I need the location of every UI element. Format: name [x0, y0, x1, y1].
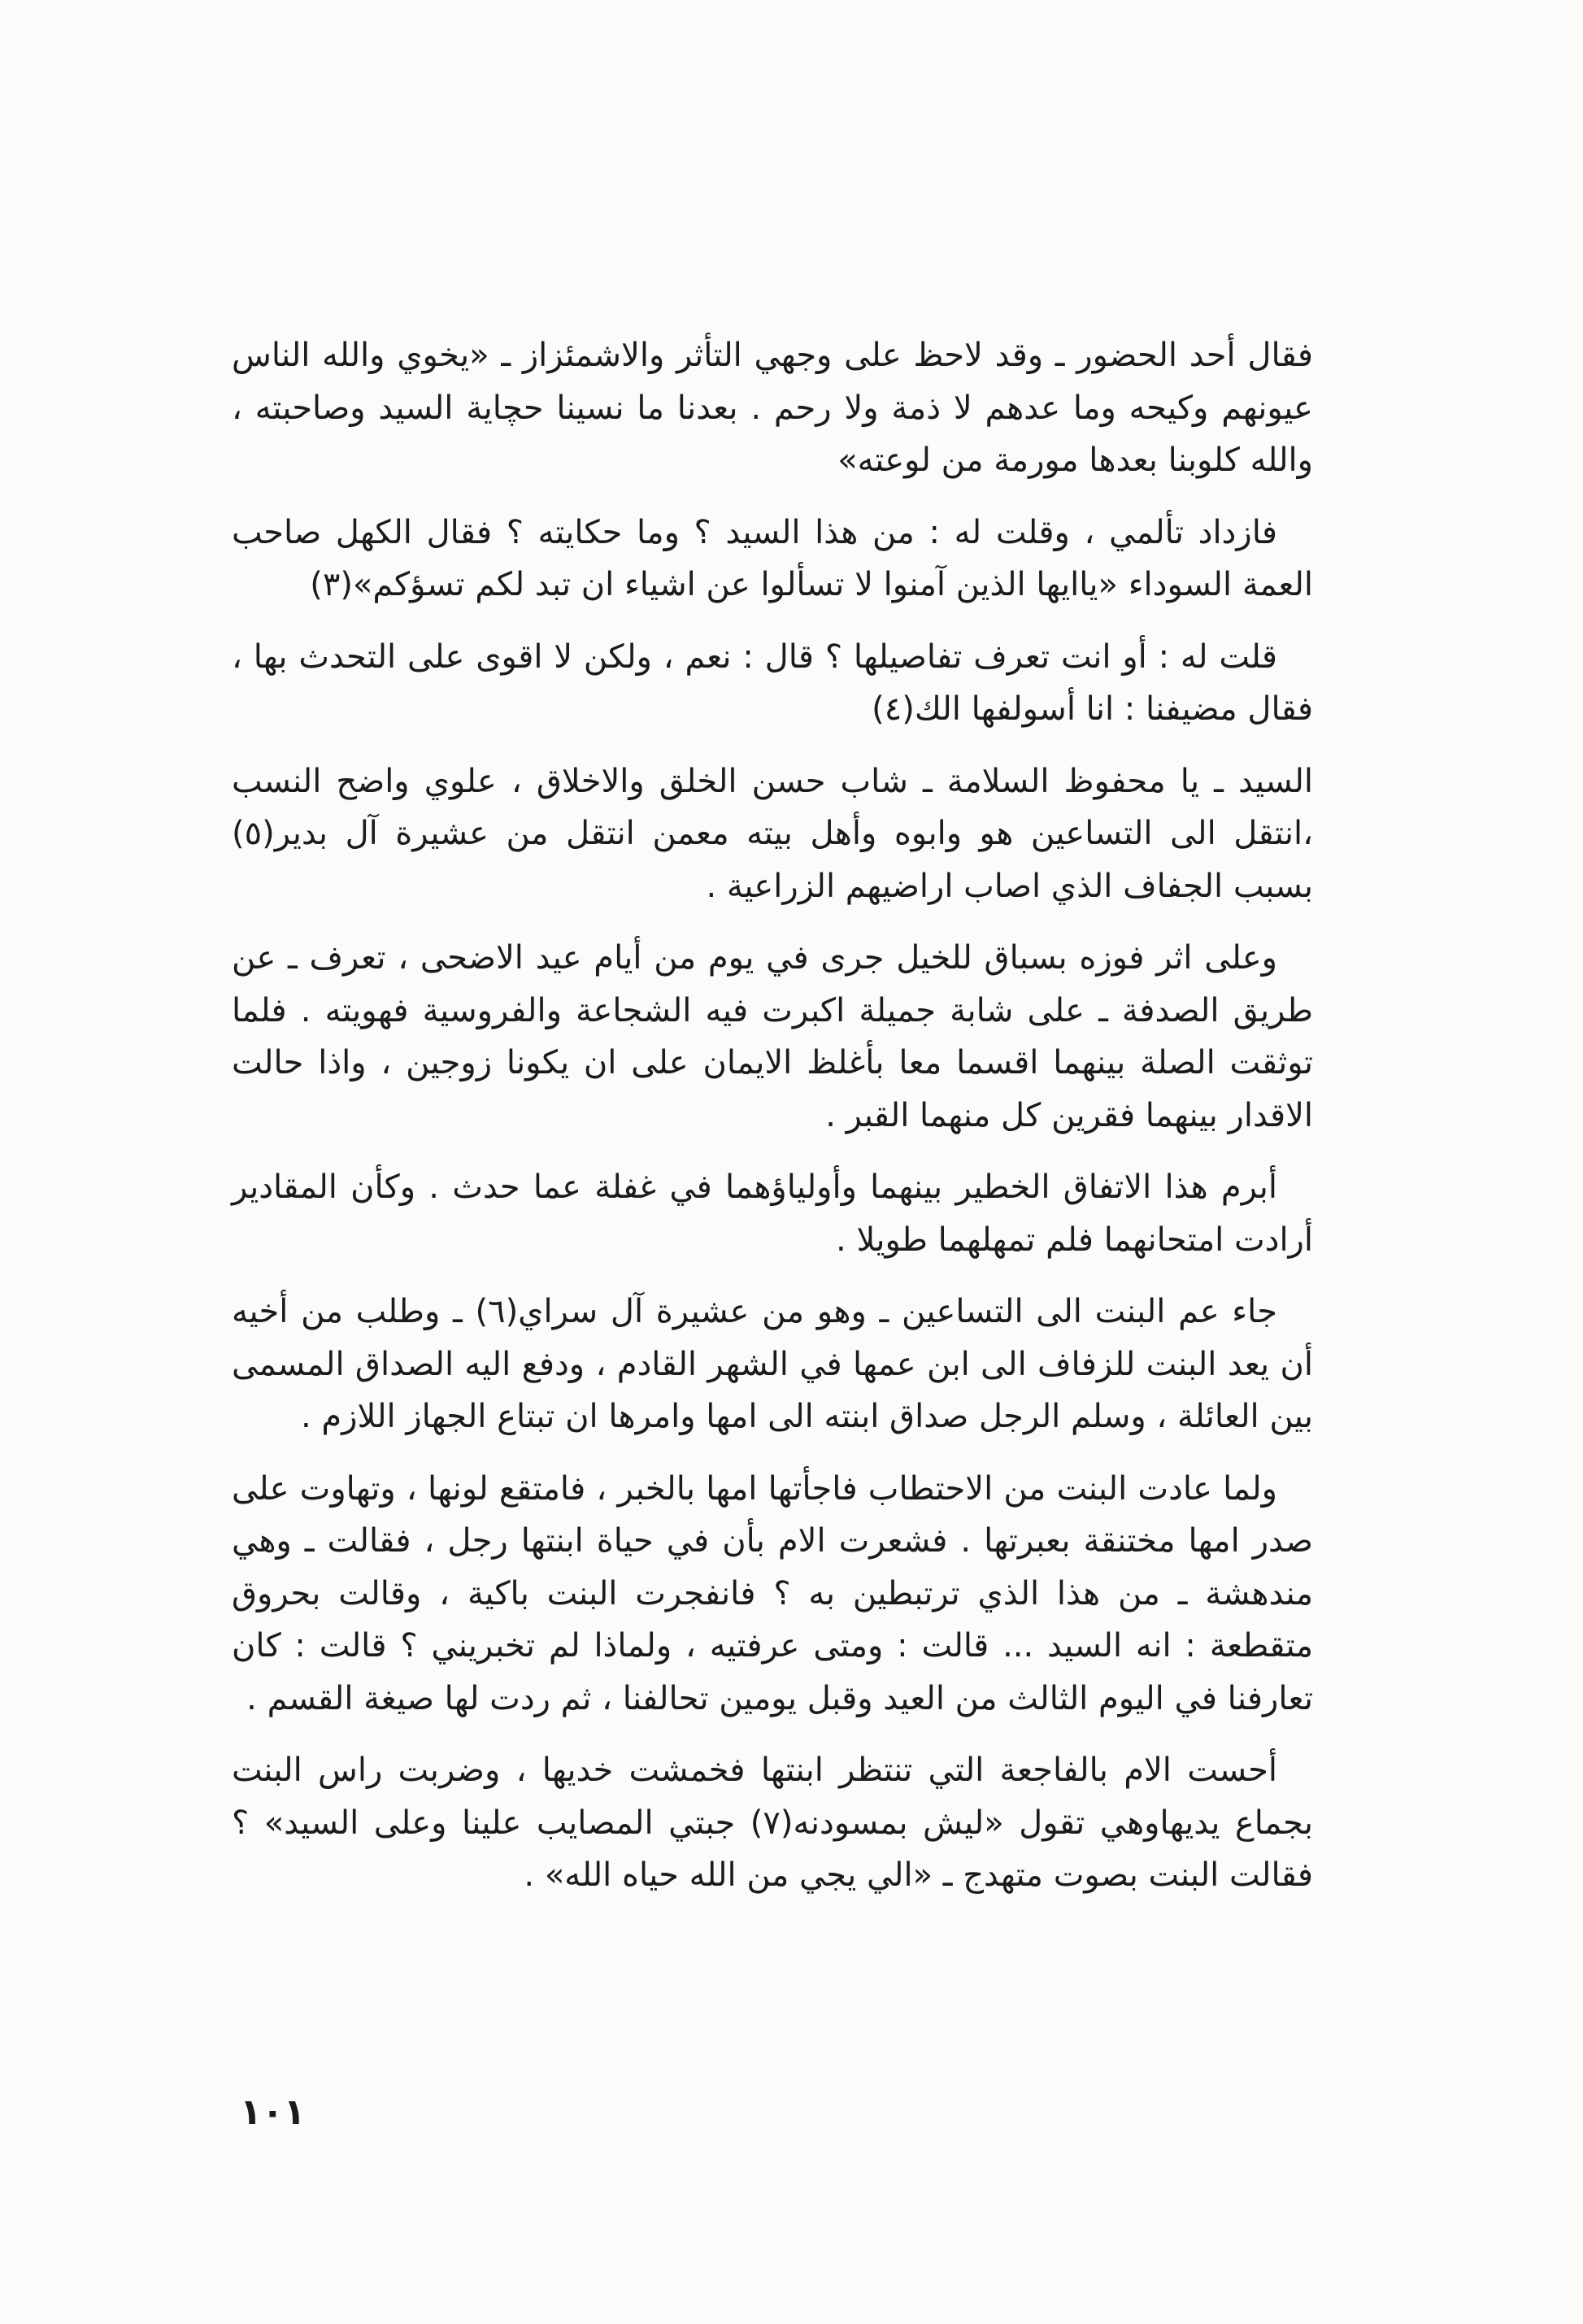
paragraph-6: أبرم هذا الاتفاق الخطير بينهما وأولياؤهما في غفلة عما حدث . وكأن المقادير أرادت امتحانهما فلم تمهلهما طويلا .	[232, 1169, 1313, 1259]
paragraph-1: فقال أحد الحضور ـ وقد لاحظ على وجهي التأثر والاشمئزاز ـ «يخوي والله الناس عيونهم وكيحه وما عدهم لا ذمة ولا رحم . بعدنا ما نسينا حچاية السيد وصاحبته ، والله كلوبنا بعدها مورمة من لوعته»	[232, 337, 1313, 479]
paragraph-7: جاء عم البنت الى التساعين ـ وهو من عشيرة آل سراي(٦) ـ وطلب من أخيه أن يعد البنت للزفاف الى ابن عمها في الشهر القادم ، ودفع اليه الصداق المسمى بين العائلة ، وسلم الرجل صداق ابنته الى امها وامرها ان تبتاع الجهاز اللازم .	[232, 1293, 1313, 1435]
page-number: ١٠١	[240, 2091, 306, 2133]
paragraph-9: أحست الام بالفاجعة التي تنتظر ابنتها فخمشت خديها ، وضربت راس البنت بجماع يديهاوهي تقول «ليش بمسودنه(٧) جبتي المصايب علينا وعلى السيد» ؟ فقالت البنت بصوت متهدج ـ «الي يجي من الله حياه الله» .	[232, 1752, 1313, 1894]
paragraph-3: قلت له : أو انت تعرف تفاصيلها ؟ قال : نعم ، ولكن لا اقوى على التحدث بها ، فقال مضيفنا : انا أسولفها الك(٤)	[232, 638, 1313, 728]
paragraph-4: السيد ـ يا محفوظ السلامة ـ شاب حسن الخلق والاخلاق ، علوي واضح النسب ،انتقل الى التساعين هو وابوه وأهل بيته معمن انتقل من عشيرة آل بدير(٥) بسبب الجفاف الذي اصاب اراضيهم الزراعية .	[232, 762, 1313, 905]
paragraph-5: وعلى اثر فوزه بسباق للخيل جرى في يوم من أيام عيد الاضحى ، تعرف ـ عن طريق الصدفة ـ على شابة جميلة اكبرت فيه الشجاعة والفروسية فهويته . فلما توثقت الصلة بينهما اقسما معا بأغلظ الايمان على ان يكونا زوجين ، واذا حالت الاقدار بينهما فقرين كل منهما القبر .	[232, 939, 1313, 1134]
paragraph-2: فازداد تألمي ، وقلت له : من هذا السيد ؟ وما حكايته ؟ فقال الكهل صاحب العمة السوداء «ياايها الذين آمنوا لا تسألوا عن اشياء ان تبد لكم تسؤكم»(٣)	[232, 513, 1313, 603]
paragraph-8: ولما عادت البنت من الاحتطاب فاجأتها امها بالخبر ، فامتقع لونها ، وتهاوت على صدر امها مختنقة بعبرتها . فشعرت الام بأن في حياة ابنتها رجل ، فقالت ـ وهي مندهشة ـ من هذا الذي ترتبطين به ؟ فانفجرت البنت باكية ، وقالت بحروق متقطعة : انه السيد ... قالت : ومتى عرفتيه ، ولماذا لم تخبريني ؟ قالت : كان تعارفنا في اليوم الثالث من العيد وقبل يومين تحالفنا ، ثم ردت لها صيغة القسم .	[232, 1469, 1313, 1717]
body-text	[232, 329, 1313, 1921]
